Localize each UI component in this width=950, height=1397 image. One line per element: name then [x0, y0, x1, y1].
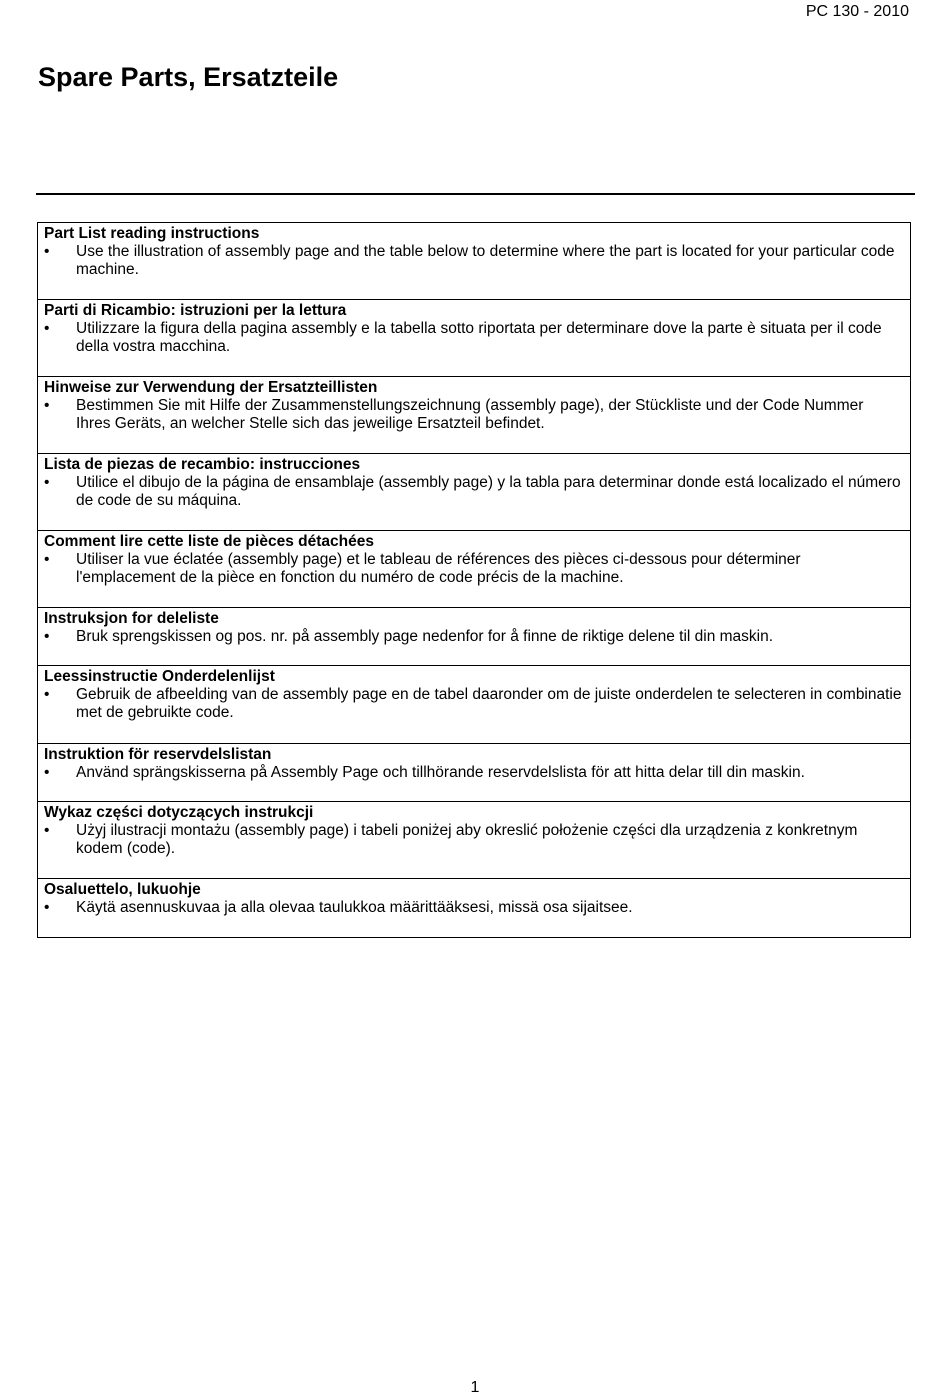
instruction-item [44, 764, 902, 782]
section-title: Leessinstructie Onderdelenlijst [44, 668, 275, 685]
instruction-section-english [38, 223, 910, 300]
instruction-text: Użyj ilustracji montażu (assembly page) i tabeli poniżej aby okreslić położenie części dla urządzenia z konkretnym kodem (code). [76, 822, 858, 857]
page-title: Spare Parts, Ersatzteile [38, 62, 339, 92]
instruction-text: Gebruik de afbeelding van de assembly page en de tabel daaronder om de juiste onderdelen te selecteren in combinatie met de gebruikte code. [76, 686, 902, 721]
bullet-icon: • [44, 397, 50, 414]
instruction-text: Käytä asennuskuvaa ja alla olevaa taulukkoa määrittääksesi, missä osa sijaitsee. [76, 899, 633, 916]
instruction-section-norwegian [38, 608, 910, 666]
instruction-item [44, 474, 902, 510]
instruction-text: Use the illustration of assembly page and the table below to determine where the part is located for your particular code machine. [76, 243, 895, 278]
instruction-text: Utiliser la vue éclatée (assembly page) et le tableau de références des pièces ci-dessous pour déterminer l'emplacement de la pièce en fonction du numéro de code précis de la machine. [76, 551, 801, 586]
instruction-section-german [38, 377, 910, 454]
instruction-text: Utilizzare la figura della pagina assembly e la tabella sotto riportata per determinare dove la parte è situata per il code della vostra macchina. [76, 320, 882, 355]
section-title: Instruktion för reservdelslistan [44, 746, 272, 763]
bullet-icon: • [44, 474, 50, 491]
instruction-item [44, 320, 902, 356]
instruction-item [44, 243, 902, 279]
instruction-item [44, 397, 902, 433]
section-title: Parti di Ricambio: istruzioni per la lettura [44, 302, 347, 319]
instruction-section-dutch [38, 666, 910, 744]
instruction-text: Använd sprängskisserna på Assembly Page och tillhörande reservdelslista för att hitta delar till din maskin. [76, 764, 805, 781]
instruction-section-spanish [38, 454, 910, 531]
page-number: 1 [470, 1379, 480, 1396]
instruction-section-french [38, 531, 910, 608]
section-title: Lista de piezas de recambio: instrucciones [44, 456, 361, 473]
doc-code: PC 130 - 2010 [805, 3, 909, 20]
section-title: Osaluettelo, lukuohje [44, 881, 201, 898]
instruction-item [44, 899, 902, 917]
section-title: Comment lire cette liste de pièces détachées [44, 533, 374, 550]
bullet-icon: • [44, 764, 50, 781]
instruction-text: Bestimmen Sie mit Hilfe der Zusammenstellungszeichnung (assembly page), der Stückliste und der Code Nummer Ihres Geräts, an welcher Stelle sich das jeweilige Ersatzteil befindet. [76, 397, 864, 432]
bullet-icon: • [44, 320, 50, 337]
instruction-section-swedish [38, 744, 910, 802]
bullet-icon: • [44, 899, 50, 916]
section-title: Part List reading instructions [44, 225, 260, 242]
instructions-table [37, 222, 911, 938]
instruction-section-polish [38, 802, 910, 879]
bullet-icon: • [44, 551, 50, 568]
instruction-section-italian [38, 300, 910, 377]
instruction-item [44, 686, 902, 722]
instruction-section-finnish [38, 879, 910, 937]
instruction-text: Utilice el dibujo de la página de ensamblaje (assembly page) y la tabla para determinar donde está localizado el número de code de su máquina. [76, 474, 901, 509]
section-title: Hinweise zur Verwendung der Ersatzteillisten [44, 379, 378, 396]
instruction-text: Bruk sprengskissen og pos. nr. på assembly page nedenfor for å finne de riktige delene til din maskin. [76, 628, 774, 645]
section-title: Instruksjon for deleliste [44, 610, 219, 627]
bullet-icon: • [44, 686, 50, 703]
title-divider [36, 193, 915, 195]
bullet-icon: • [44, 243, 50, 260]
bullet-icon: • [44, 628, 50, 645]
section-title: Wykaz części dotyczących instrukcji [44, 804, 314, 821]
instruction-item [44, 628, 902, 646]
instruction-item [44, 822, 902, 858]
bullet-icon: • [44, 822, 50, 839]
instruction-item [44, 551, 902, 587]
